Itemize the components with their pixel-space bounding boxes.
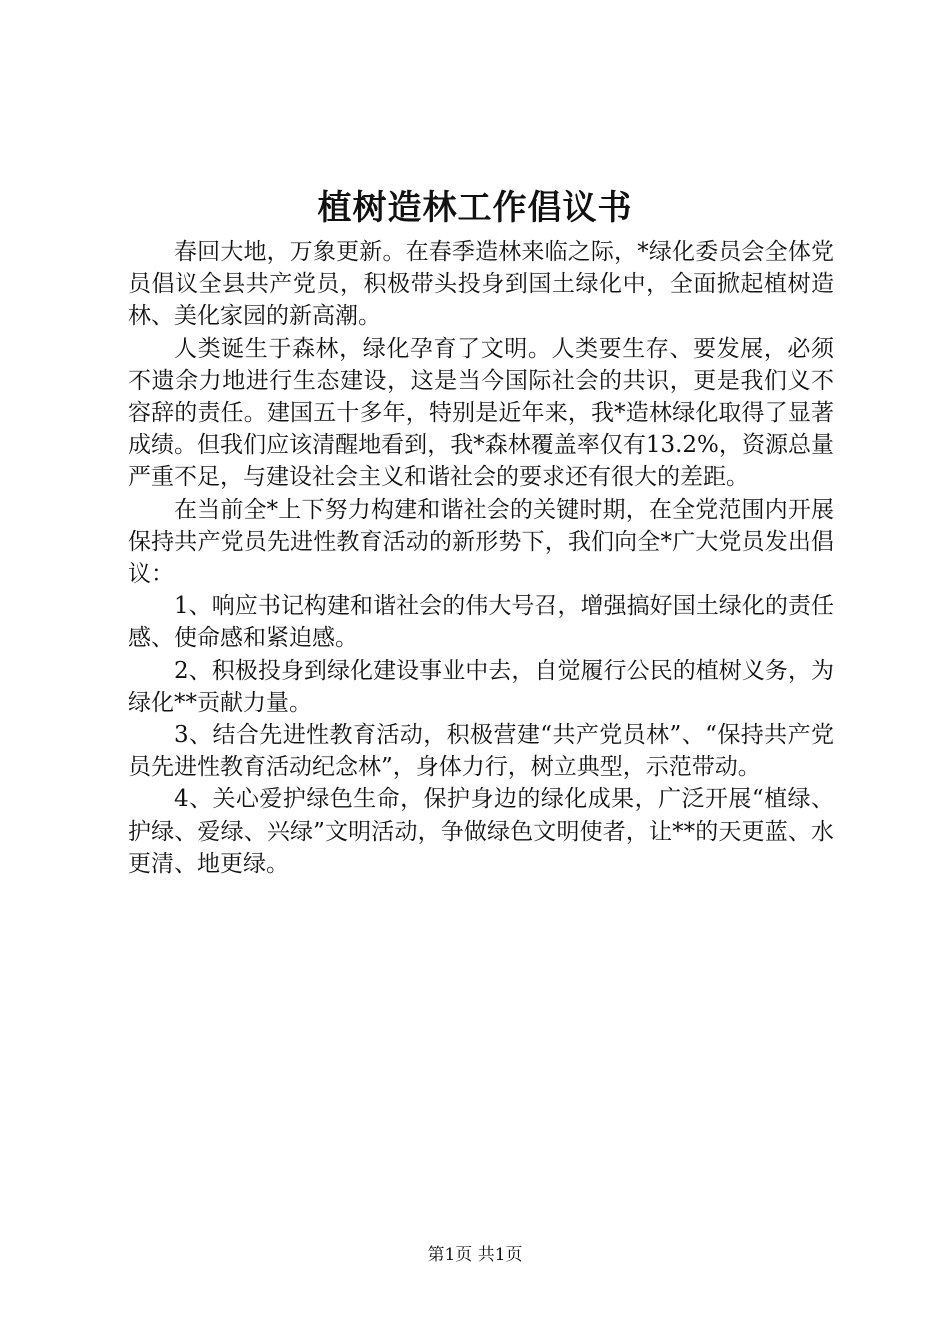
proposal-item-4: 4、关心爱护绿色生命，保护身边的绿化成果，广泛开展“植绿、护绿、爱绿、兴绿”文明活动，争做绿色文明使者，让**的天更蓝、水更清、地更绿。 — [128, 786, 834, 877]
proposal-item-2: 2、积极投身到绿化建设事业中去，自觉履行公民的植树义务，为绿化**贡献力量。 — [128, 657, 834, 716]
paragraph-background: 人类诞生于森林，绿化孕育了文明。人类要生存、要发展，必须不遗余力地进行生态建设，这是当今国际社会的共识，更是我们义不容辞的责任。建国五十多年，特别是近年来，我*造林绿化取得了显著成绩。但我们应该清醒地看到，我*森林覆盖率仅有13.2%，资源总量严重不足，与建设社会主义和谐社会的要求还有很大的差距。 — [128, 335, 834, 491]
document-title: 植树造林工作倡议书 — [317, 188, 633, 228]
paragraph-call: 在当前全*上下努力构建和谐社会的关键时期，在全党范围内开展保持共产党员先进性教育活动的新形势下，我们向全*广大党员发出倡议： — [128, 496, 834, 588]
page-footer: 第1页 共1页 — [427, 1245, 523, 1265]
document-body — [128, 236, 834, 880]
proposal-item-3: 3、结合先进性教育活动，积极营建“共产党员林”、“保持共产党员先进性教育活动纪念林”，身体力行，树立典型，示范带动。 — [128, 722, 834, 781]
proposal-item-1: 1、响应书记构建和谐社会的伟大号召，增强搞好国土绿化的责任感、使命感和紧迫感。 — [128, 593, 834, 652]
paragraph-intro: 春回大地，万象更新。在春季造林来临之际，*绿化委员会全体党员倡议全县共产党员，积极带头投身到国土绿化中，全面掀起植树造林、美化家园的新高潮。 — [128, 239, 834, 330]
